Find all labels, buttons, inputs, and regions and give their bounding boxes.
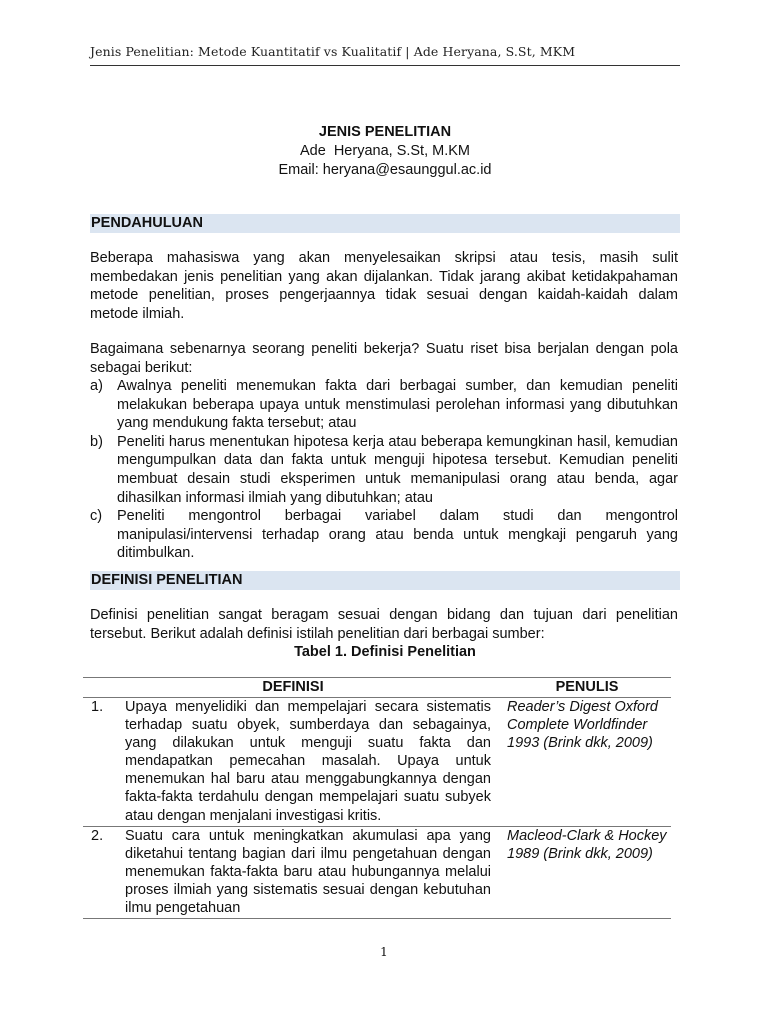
running-header: Jenis Penelitian: Metode Kuantitatif vs Kualitatif | Ade Heryana, S.St, MKM <box>90 44 576 59</box>
list-marker: b) <box>90 433 103 450</box>
row-definition: Upaya menyelidiki dan mempelajari secara sistematis terhadap suatu obyek, sumberdaya dan sebagainya, yang dilakukan untuk menguji suatu fakta dan mendapatkan pemecahan masalah. Upaya untuk menemukan hal baru atau menggabungkannya dengan fakta-fakta terdahulu dengan mempelajari suatu subyek atau dengan menjalani investigasi kritis. <box>125 698 503 827</box>
table-row <box>83 826 671 918</box>
row-author: Reader’s Digest Oxford Complete Worldfinder 1993 (Brink dkk, 2009) <box>503 698 671 827</box>
list-item <box>90 507 678 563</box>
table-row <box>83 698 671 827</box>
intro-paragraph-2: Bagaimana sebenarnya seorang peneliti bekerja? Suatu riset bisa berjalan dengan pola sebagai berikut: <box>90 341 678 376</box>
definition-paragraph-1: Definisi penelitian sangat beragam sesuai dengan bidang dan tujuan dari penelitian tersebut. Berikut adalah definisi istilah penelitian dari berbagai sumber: <box>90 607 678 642</box>
research-pattern-list <box>90 377 678 563</box>
document-title: JENIS PENELITIAN <box>318 124 452 140</box>
header-rule <box>90 65 680 66</box>
row-definition: Suatu cara untuk meningkatkan akumulasi apa yang diketahui tentang bagian dari ilmu pengetahuan dengan menemukan fakta-fakta baru atau hubungannya melalui proses ilmiah yang sistematis sesuai dengan kebutuhan ilmu pengetahuan <box>125 826 503 918</box>
intro-paragraph-1: Beberapa mahasiswa yang akan menyelesaikan skripsi atau tesis, masih sulit membedakan jenis penelitian yang akan dijalankan. Tidak jarang akibat ketidakpahaman metode penelitian, proses pengerjaannya tidak sesuai dengan kaidah-kaidah dalam metode ilmiah. <box>90 250 678 322</box>
section-heading-definisi: DEFINISI PENELITIAN <box>90 571 680 590</box>
list-marker: a) <box>90 378 103 394</box>
section-heading-pendahuluan: PENDAHULUAN <box>90 214 680 233</box>
row-number: 2. <box>83 826 125 918</box>
title-block <box>90 123 680 180</box>
list-item-text: Peneliti harus menentukan hipotesa kerja atau beberapa kemungkinan hasil, kemudian mengumpulkan data dan fakta untuk menguji hipotesa tersebut. Kemudian peneliti membuat desain studi eksperimen untuk memanipulasi orang atau benda, agar dihasilkan informasi ilmiah yang dibutuhkan; atau <box>117 433 678 506</box>
row-author: Macleod-Clark & Hockey 1989 (Brink dkk, 2009) <box>503 826 671 918</box>
list-item <box>90 377 678 433</box>
list-item-text: Peneliti mengontrol berbagai variabel dalam studi dan mengontrol manipulasi/intervensi terhadap orang atau benda untuk mengkaji pengaruh yang ditimbulkan. <box>117 508 678 562</box>
page-number: 1 <box>380 945 388 959</box>
column-header-definisi: DEFINISI <box>83 678 503 698</box>
table-header-row <box>83 678 671 698</box>
list-marker: c) <box>90 508 103 525</box>
author-email: Email: heryana@esaunggul.ac.id <box>278 162 492 178</box>
list-item-text: Awalnya peneliti menemukan fakta dari berbagai sumber, dan kemudian peneliti melakukan beberapa upaya untuk menstimulasi perolehan informasi yang dibutuhkan yang mendukung fakta tersebut; atau <box>117 378 678 432</box>
definition-table <box>83 677 671 919</box>
table-caption: Tabel 1. Definisi Penelitian <box>294 644 476 660</box>
author-name: Ade Heryana, S.St, M.KM <box>299 143 471 159</box>
row-number: 1. <box>83 698 125 827</box>
column-header-penulis: PENULIS <box>503 678 671 698</box>
list-item <box>90 433 678 507</box>
